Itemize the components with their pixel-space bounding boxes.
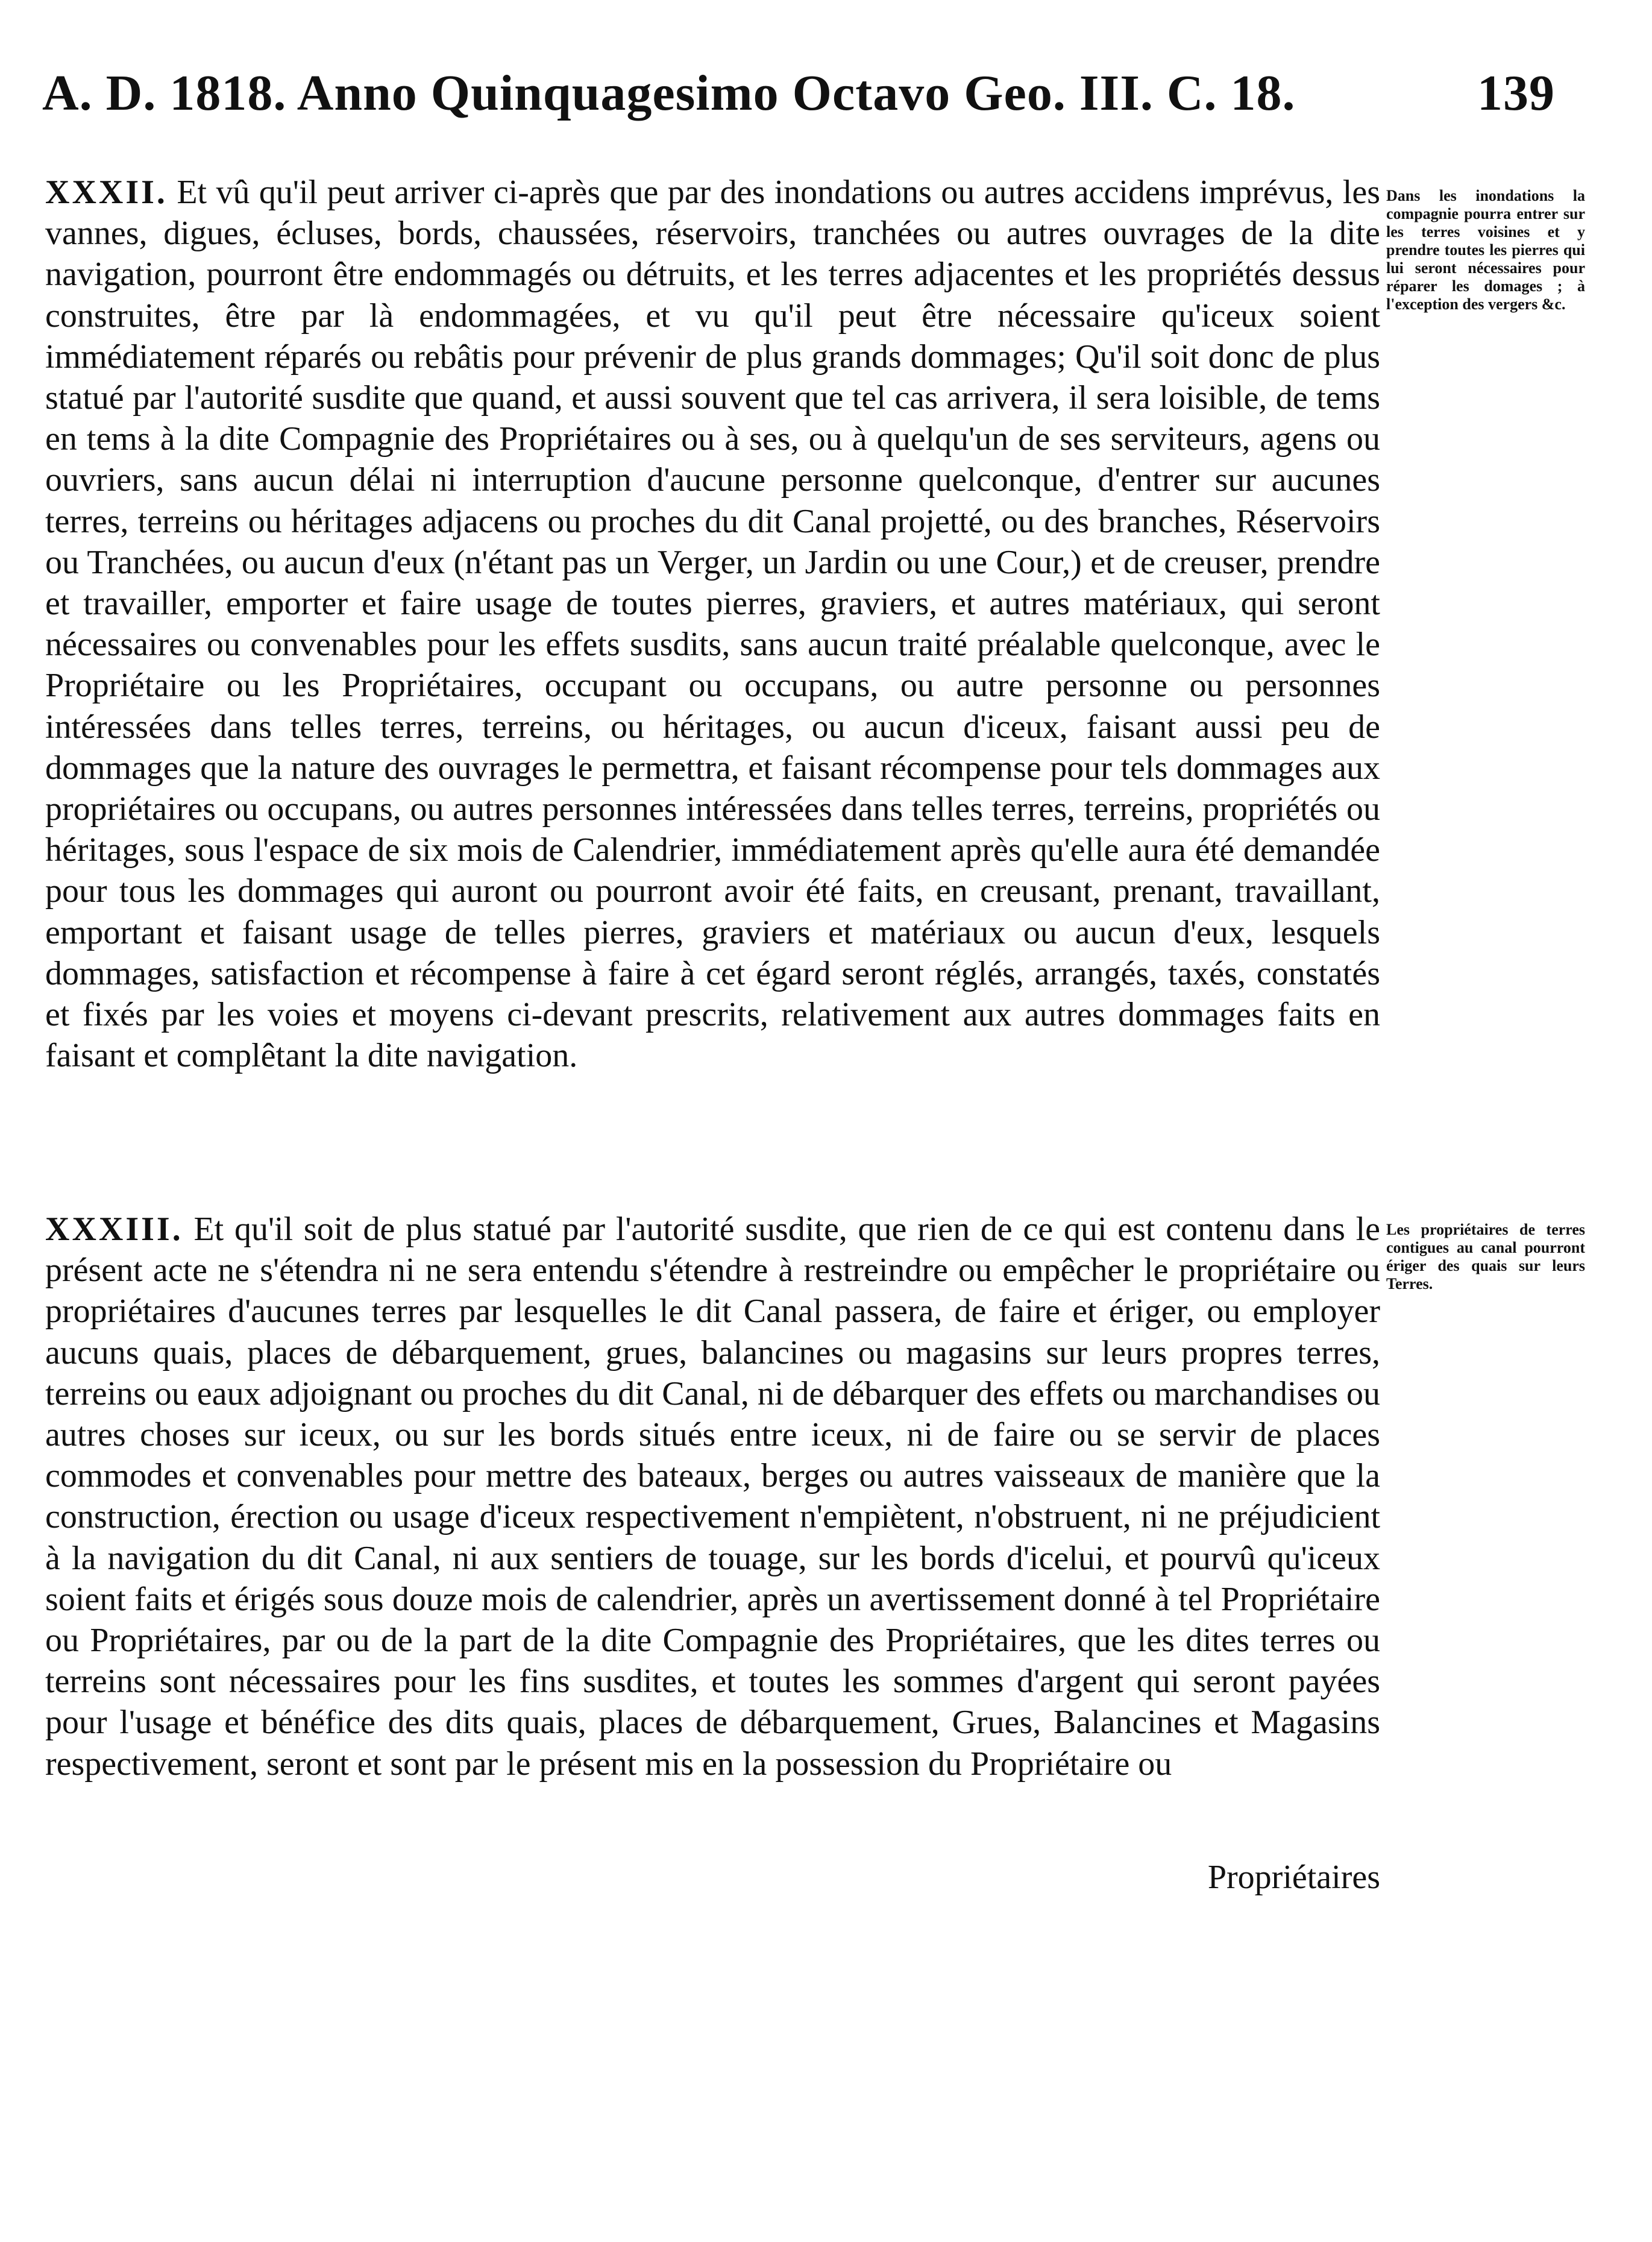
section-text: Et vû qu'il peut arriver ci-après que par des inondations ou autres accidens imprévus, les vannes, digues, écluses, bords, chaussées, réservoirs, tranchées ou autres ouvrages de la dite navigation, pourront être endommagés ou détruits, et les terres adjacentes et les propriétés dessus construites, être par là endommagées, et vu qu'il peut être nécessaire qu'iceux soient immédiatement réparés ou rebâtis pour prévenir de plus grands dommages; Qu'il soit donc de plus statué par l'autorité susdite que quand, et aussi souvent que tel cas arrivera, il sera loisible, de tems en tems à la dite Compagnie des Propriétaires ou à ses, ou à quelqu'un de ses serviteurs, agens ou ouvriers, sans aucun délai ni interruption d'aucune personne quelconque, d'entrer sur aucunes terres, terreins ou héritages adjacens ou proches du dit Canal projetté, ou des branches, Réservoirs ou Tranchées, ou aucun d'eux (n'étant pas un Verger, un Jardin ou une Cour,) et de creuser, prendre et travailler, emporter et faire usage de toutes pierres, graviers, et autres matériaux, qui seront nécessaires ou convenables pour les effets susdits, sans aucun traité préalable quelconque, avec le Propriétaire ou les Propriétaires, occupant ou occupans, ou autre personne ou personnes intéressées dans telles terres, terreins, ou héritages, ou aucun d'iceux, faisant aussi peu de dommages que la nature des ouvrages le permettra, et faisant récompense pour tels dommages aux propriétaires ou occupans, ou autres personnes intéressées dans telles terres, terreins, propriétés ou héritages, sous l'espace de six mois de Calendrier, immédiatement après qu'elle aura été demandée pour tous les dommages qui auront ou pourront avoir été faits, en creusant, prenant, travaillant, emportant et faisant usage de telles pierres, graviers et matériaux ou aucun d'eux, lesquels dommages, satisfaction et récompense à faire à cet égard seront réglés, arrangés, taxés, constatés et fixés par les voies et moyens ci-devant prescrits, relativement aux autres dommages faits en faisant et complêtant la dite navigation. — [45, 174, 1380, 1075]
running-header — [42, 57, 1555, 130]
section-xxxiii-paragraph — [45, 1209, 1380, 1784]
page-number: 139 — [1477, 65, 1555, 121]
section-xxxiii — [45, 1209, 1380, 1784]
section-text: Et qu'il soit de plus statué par l'autorité susdite, que rien de ce qui est contenu dans le présent acte ne s'étendra ni ne sera entendu s'étendre à restreindre ou empêcher le propriétaire ou propriétaires d'aucunes terres par lesquelles le dit Canal passera, de faire et ériger, ou employer aucuns quais, places de débarquement, grues, balancines ou magasins sur leurs propres terres, terreins ou eaux adjoignant ou proches du dit Canal, ni de débarquer des effets ou marchandises ou autres choses sur iceux, ou sur les bords situés entre iceux, ni de faire ou se servir de places commodes et convenables pour mettre des bateaux, berges ou autres vaisseaux de manière que la construction, érection ou usage d'iceux respectivement n'empiètent, n'obstruent, ni ne préjudicient à la navigation du dit Canal, ni aux sentiers de touage, sur les bords d'icelui, et pourvû qu'iceux soient faits et érigés sous douze mois de calendrier, après un avertissement donné à tel Propriétaire ou Propriétaires, par ou de la part de la dite Compagnie des Propriétaires, que les dites terres ou terreins sont nécessaires pour les fins susdites, et toutes les sommes d'argent qui seront payées pour l'usage et bénéfice des dits quais, places de débarquement, Grues, Balancines et Magasins respectivement, seront et sont par le présent mis en la possession du Propriétaire ou — [45, 1211, 1381, 1783]
margin-note-xxxiii: Les propriétaires de terres contigues au canal pourront ériger des quais sur leurs Terres. — [1386, 1221, 1585, 1293]
section-xxxii-paragraph — [45, 172, 1380, 1076]
catchword: Propriétaires — [1207, 1859, 1380, 1896]
margin-note-xxxii: Dans les inondations la compagnie pourra entrer sur les terres voisines et y prendre toutes les pierres qui lui seront nécessaires pour réparer les domages ; à l'exception des vergers &c. — [1386, 187, 1585, 313]
section-number: XXXII. — [45, 174, 168, 211]
header-title: A. D. 1818. Anno Quinquagesimo Octavo Geo. III. C. 18. — [42, 65, 1296, 121]
section-number: XXXIII. — [45, 1211, 183, 1248]
section-xxxii — [45, 172, 1380, 1076]
